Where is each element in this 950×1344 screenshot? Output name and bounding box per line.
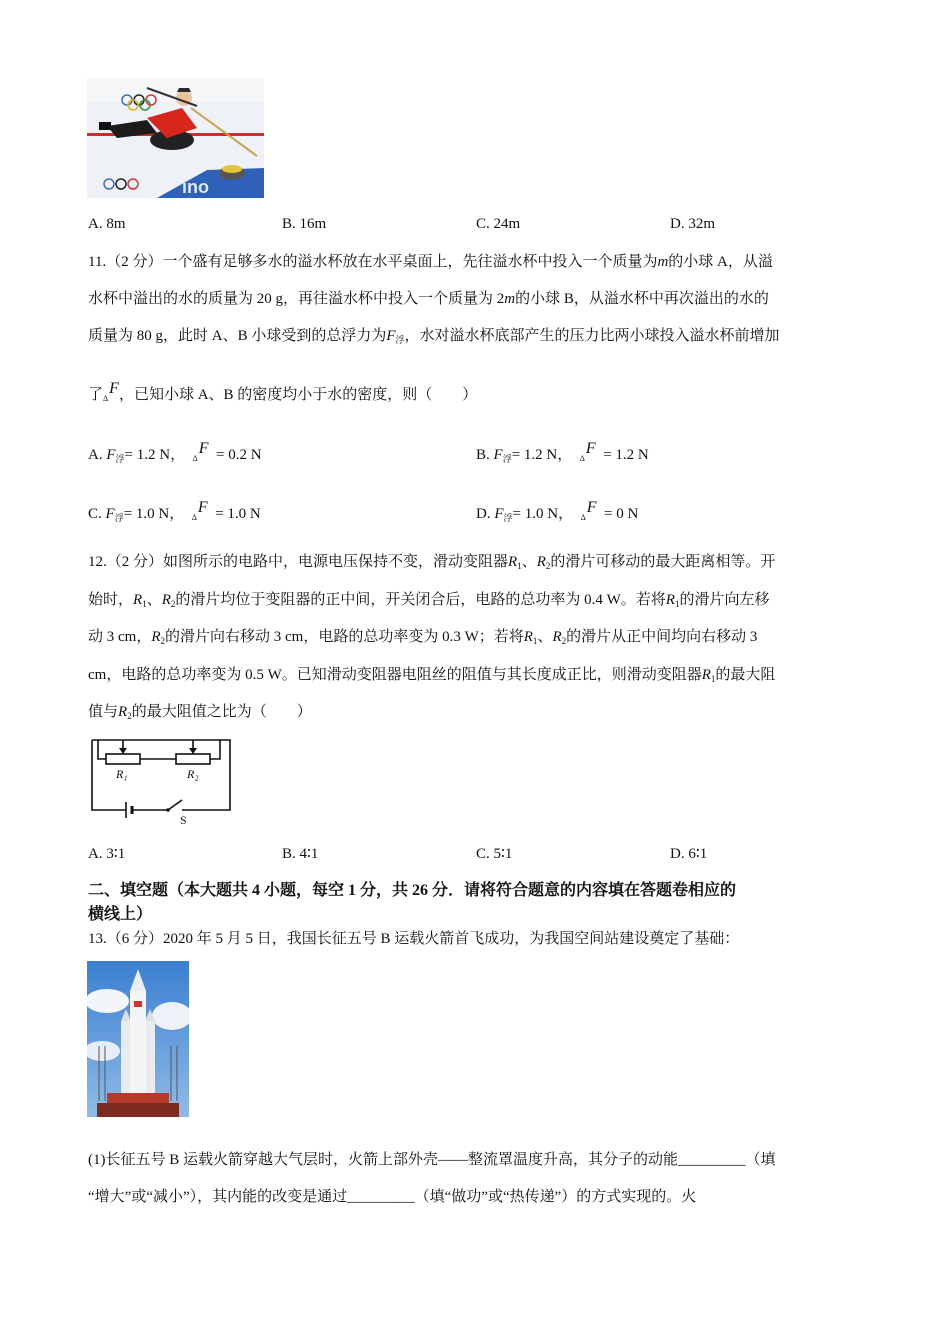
q11-line-2: 水杯中溢出的水的质量为 20 g，再往溢水杯中投入一个质量为 2m的小球 B，从溢水杯中再次溢出的水的 xyxy=(88,291,769,307)
answer-blank-2[interactable]: _________ xyxy=(347,1189,415,1205)
q12-line-1: 12.（2 分）如图所示的电路中，电源电压保持不变，滑动变阻器$R_1$、$R_2$的滑片可移动的最大距离相等。开 xyxy=(88,554,776,571)
section-2-heading-line-1: 二、填空题（本大题共 4 小题，每空 1 分，共 26 分．请将符合题意的内容填在答题卷相应的 xyxy=(88,882,737,899)
q12-line-5: 值与$R_2$的最大阻值之比为（ ） xyxy=(88,704,312,721)
answer-blank-1[interactable]: _________ xyxy=(678,1152,746,1168)
q13-part1-line-1: (1)长征五号 B 运载火箭穿越大气层时，火箭上部外壳——整流罩温度升高，其分子的动能_________（填 xyxy=(88,1152,776,1168)
curling-illustration xyxy=(87,78,264,198)
q10-option-d: D. 32m xyxy=(670,216,715,232)
q11-option-c: C. $F_浮= 1.0$ N， ΔF = 1.0 N xyxy=(88,499,261,523)
q12-option-a: A. 3∶1 xyxy=(88,846,126,862)
q11-option-d: D. $F_浮= 1.0$ N， ΔF = 0 N xyxy=(476,499,639,523)
q12-line-2: 始时，$R_1$、$R_2$的滑片均位于变阻器的正中间，开关闭合后，电路的总功率为 0.4 W。若将$R_1$的滑片向左移 xyxy=(88,592,770,609)
rocket-photo xyxy=(87,961,189,1117)
q12-option-b: B. 4∶1 xyxy=(282,846,319,862)
q11-option-a: A. $F_浮= 1.2$ N， ΔF = 0.2 N xyxy=(88,440,262,464)
svg-text:ino: ino xyxy=(182,177,209,197)
q11-line-4: 了ΔF，已知小球 A、B 的密度均小于水的密度，则（ ） xyxy=(88,380,478,403)
q12-line-3: 动 3 cm，$R_2$的滑片向右移动 3 cm，电路的总功率变为 0.3 W；若将$R_1$、$R_2$的滑片从正中间均向右移动 3 xyxy=(88,629,758,646)
rocket-illustration xyxy=(87,961,189,1117)
q11-line-3: 质量为 80 g，此时 A、B 小球受到的总浮力为$F_浮$，水对溢水杯底部产生的压力比两小球投入溢水杯前增加 xyxy=(88,328,780,345)
q10-option-a: A. 8m xyxy=(88,216,126,232)
curling-photo xyxy=(87,78,264,198)
q13-intro: 13.（6 分）2020 年 5 月 5 日，我国长征五号 B 运载火箭首飞成功，为我国空间站建设奠定了基础： xyxy=(88,931,740,947)
q10-option-b: B. 16m xyxy=(282,216,327,232)
q12-option-c: C. 5∶1 xyxy=(476,846,513,862)
q10-option-c: C. 24m xyxy=(476,216,521,232)
circuit-svg xyxy=(86,734,236,830)
q12-option-d: D. 6∶1 xyxy=(670,846,708,862)
q11-line-1: 11.（2 分）一个盛有足够多水的溢水杯放在水平桌面上，先往溢水杯中投入一个质量为m的小球 A，从溢 xyxy=(88,254,773,270)
q13-part1-line-2: “增大”或“减小”），其内能的改变是通过_________（填“做功”或“热传递”）的方式实现的。火 xyxy=(88,1189,697,1205)
circuit-label-switch: S xyxy=(180,813,187,827)
circuit-label-r2: R₂ xyxy=(187,767,199,781)
circuit-diagram xyxy=(86,734,236,830)
q12-line-4: cm，电路的总功率变为 0.5 W。已知滑动变阻器电阻丝的阻值与其长度成正比，则滑动变阻器$R_1$的最大阻 xyxy=(88,667,776,684)
section-2-heading-line-2: 横线上） xyxy=(88,906,153,923)
q11-option-b: B. $F_浮= 1.2$ N， ΔF = 1.2 N xyxy=(476,440,649,464)
circuit-label-r1: R₁ xyxy=(116,767,128,781)
